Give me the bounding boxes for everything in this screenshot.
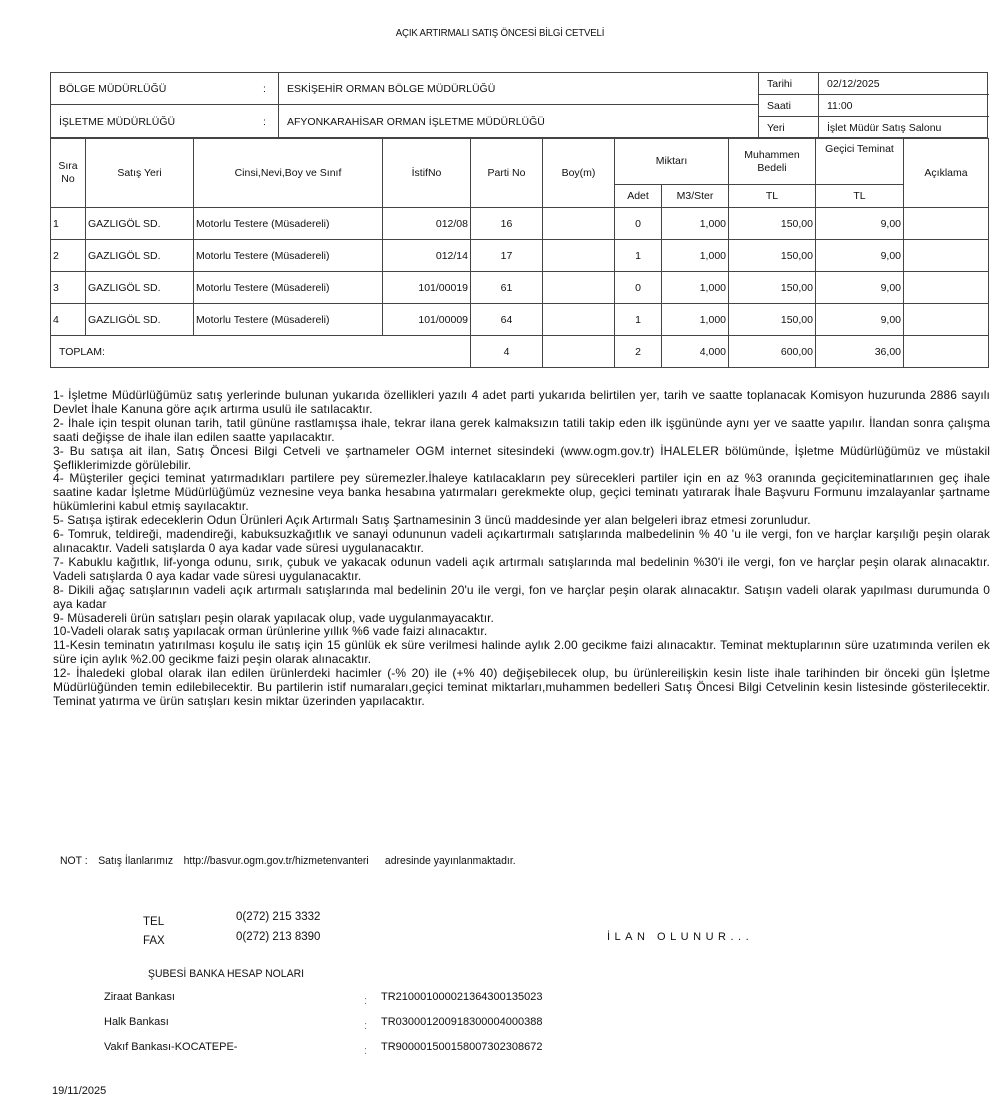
cell-cinsi: Motorlu Testere (Müsadereli) — [194, 272, 383, 304]
divider — [758, 94, 989, 95]
condition-item: 10-Vadeli olarak satış yapılacak orman ürünlerine yıllık %6 vade faizi alınacaktır. — [53, 624, 488, 639]
cell-muhammen: 150,00 — [729, 240, 816, 272]
divider — [818, 73, 819, 137]
isletme-separator: : — [263, 115, 266, 128]
total-row — [51, 336, 989, 368]
table-row — [51, 272, 989, 304]
divider — [278, 104, 758, 105]
cell-m3: 1,000 — [662, 304, 729, 336]
note-text-after: adresinde yayınlanmaktadır. — [384, 855, 516, 867]
condition-item: 8- Dikili ağaç satışlarının vadeli açık artırmalı satışlarında mal bedelinin 20'u ile vergi, fon ve harçlar peşin olarak alınacaktır. Satışın vadeli olarak yapılması durumunda 0 aya kadar — [53, 582, 990, 611]
cell-muhammen: 150,00 — [729, 208, 816, 240]
cell-cinsi: Motorlu Testere (Müsadereli) — [194, 304, 383, 336]
total-m3: 4,000 — [662, 336, 729, 368]
conditions-list — [53, 389, 990, 709]
col-m3: M3/Ster — [662, 185, 729, 208]
saat-label: Saati — [767, 99, 791, 112]
tel-line — [143, 911, 321, 928]
divider — [758, 73, 759, 137]
cell-parti: 61 — [471, 272, 543, 304]
col-miktari: Miktarı — [615, 139, 729, 185]
cell-aciklama — [904, 272, 989, 304]
cell-muhammen: 150,00 — [729, 304, 816, 336]
cell-boy — [543, 272, 615, 304]
bank-name: Vakıf Bankası-KOCATEPE- — [104, 1041, 238, 1053]
cell-aciklama — [904, 304, 989, 336]
cell-adet: 1 — [615, 304, 662, 336]
yer-label: Yeri — [767, 121, 785, 134]
condition-item: 11-Kesin teminatın yatırılması koşulu ile satış için 15 günlük ek süre verilmesi halinde aylık 2.00 gecikme faizi alınacaktır. Teminat mektuplarının süre uzatımında verilen ek süre için aylık %2.00 gecikme faizi peşin olarak alınacaktır. — [53, 638, 990, 667]
col-teminat-unit: TL — [816, 185, 904, 208]
total-teminat: 36,00 — [816, 336, 904, 368]
bank-separator: : — [364, 1020, 368, 1032]
cell-satis-yeri: GAZLIGÖL SD. — [86, 272, 194, 304]
cell-teminat: 9,00 — [816, 304, 904, 336]
cell-aciklama — [904, 208, 989, 240]
condition-item: 2- İhale için tespit olunan tarih, tatil gününe rastlamışsa ihale, tekrar ilana gerek kalmaksızın tatili takip eden ilk işgününde aynı yer ve saatte yapılır. İlandan sonra çalışma saati değişse de ihale ilan edilen saatte yapılacaktır. — [53, 415, 990, 444]
cell-aciklama — [904, 240, 989, 272]
cell-sira: 2 — [51, 240, 86, 272]
col-teminat: Geçici Teminat — [816, 139, 904, 185]
lots-table — [50, 138, 989, 368]
bank-iban: TR900001500158007302308672 — [381, 1041, 543, 1053]
col-muhammen: Muhammen Bedeli — [729, 139, 816, 185]
header-info-block — [50, 72, 988, 138]
condition-item: 9- Müsadereli ürün satışları peşin olarak yapılacak olup, vade uygulanmayacaktır. — [53, 610, 494, 625]
total-boy — [543, 336, 615, 368]
table-row — [51, 304, 989, 336]
cell-adet: 1 — [615, 240, 662, 272]
cell-istif: 101/00009 — [383, 304, 471, 336]
col-istif: İstifNo — [383, 139, 471, 208]
cell-sira: 1 — [51, 208, 86, 240]
condition-item: 5- Satışa iştirak edeceklerin Odun Ürünleri Açık Artırmalı Satış Şartnamesinin 3 üncü maddesinde yer alan belgeleri ibraz etmesi zorunludur. — [53, 513, 811, 528]
cell-muhammen: 150,00 — [729, 272, 816, 304]
bank-name: Halk Bankası — [104, 1016, 169, 1028]
divider — [51, 104, 278, 105]
cell-satis-yeri: GAZLIGÖL SD. — [86, 240, 194, 272]
cell-istif: 101/00019 — [383, 272, 471, 304]
col-cinsi: Cinsi,Nevi,Boy ve Sınıf — [194, 139, 383, 208]
col-satis-yeri: Satış Yeri — [86, 139, 194, 208]
cell-teminat: 9,00 — [816, 240, 904, 272]
fax-value: 0(272) 213 8390 — [236, 931, 321, 943]
bolge-label: BÖLGE MÜDÜRLÜĞÜ — [59, 82, 167, 95]
bank-separator: : — [364, 1045, 368, 1057]
cell-m3: 1,000 — [662, 240, 729, 272]
tarih-label: Tarihi — [767, 77, 793, 90]
col-sira: Sıra No — [51, 139, 86, 208]
note-url-link[interactable]: http://basvur.ogm.gov.tr/hizmetenvanteri — [183, 855, 369, 867]
condition-item: 3- Bu satışa ait ilan, Satış Öncesi Bilgi Cetveli ve şartnameler OGM internet sitesindeki (www.ogm.gov.tr) İHALELER bölümünde, İşletme Müdürlüğümüz ve müstakil Şefliklerimizde görülebilir. — [53, 443, 990, 472]
cell-parti: 17 — [471, 240, 543, 272]
saat-value: 11:00 — [827, 99, 853, 112]
cell-sira: 4 — [51, 304, 86, 336]
col-muhammen-unit: TL — [729, 185, 816, 208]
footer-date: 19/11/2025 — [52, 1085, 107, 1097]
col-aciklama: Açıklama — [904, 139, 989, 208]
yer-value: İşlet Müdür Satış Salonu — [827, 121, 942, 134]
table-row — [51, 208, 989, 240]
tarih-value: 02/12/2025 — [827, 77, 880, 90]
document-title: AÇIK ARTIRMALI SATIŞ ÖNCESİ BİLGİ CETVELİ — [395, 27, 605, 39]
condition-item: 1- İşletme Müdürlüğümüz satış yerlerinde bulunan yukarıda özellikleri yazılı 4 adet parti yukarıda belirtilen yer, tarih ve saatte toplanacak Komisyon huzurunda 2886 sayılı Devlet İhale Kanuna göre açık artırma usulü ile satılacaktır. — [53, 388, 990, 416]
col-parti: Parti No — [471, 139, 543, 208]
isletme-label: İŞLETME MÜDÜRLÜĞÜ — [59, 115, 176, 128]
cell-teminat: 9,00 — [816, 272, 904, 304]
isletme-value: AFYONKARAHİSAR ORMAN İŞLETME MÜDÜRLÜĞÜ — [287, 115, 545, 128]
condition-item: 7- Kabuklu kağıtlık, lif-yonga odunu, sırık, çubuk ve yakacak odunun vadeli açık artırmalı satışlarında mal bedelinin %30'i ile vergi, fon ve harçlar peşin olarak alınacaktır. Vadeli satışlarda 0 aya kadar vade süresi uygulanacaktır. — [53, 554, 990, 583]
note-line — [60, 855, 523, 867]
note-text-before: Satış İlanlarımız — [98, 855, 174, 867]
ilan-olunur-text: İLAN OLUNUR... — [607, 931, 754, 943]
fax-label: FAX — [143, 935, 165, 947]
cell-parti: 64 — [471, 304, 543, 336]
cell-parti: 16 — [471, 208, 543, 240]
table-row — [51, 240, 989, 272]
cell-istif: 012/14 — [383, 240, 471, 272]
divider — [758, 116, 989, 117]
total-aciklama — [904, 336, 989, 368]
bank-accounts-title: ŞUBESİ BANKA HESAP NOLARI — [148, 968, 305, 980]
cell-m3: 1,000 — [662, 208, 729, 240]
cell-adet: 0 — [615, 208, 662, 240]
total-adet: 2 — [615, 336, 662, 368]
tel-value: 0(272) 215 3332 — [236, 911, 321, 923]
total-muhammen: 600,00 — [729, 336, 816, 368]
cell-teminat: 9,00 — [816, 208, 904, 240]
cell-cinsi: Motorlu Testere (Müsadereli) — [194, 240, 383, 272]
cell-boy — [543, 304, 615, 336]
cell-sira: 3 — [51, 272, 86, 304]
condition-item: 4- Müşteriler geçici teminat yatırmadıkları partilere pey süremezler.İhaleye katılacakların pey sürecekleri partiler için en az %3 oranında geçiciteminatlarınıen geç ihale saatine kadar İşletme Müdürlüğümüz veznesine veya banka hesabına yatırmaları gerekmekte olup, geçici teminatı yatırarak İhale Başvuru Formunu imzalayanlar şartname hükümlerini kabul etmiş sayılacaktır. — [53, 471, 990, 514]
bolge-value: ESKİŞEHİR ORMAN BÖLGE MÜDÜRLÜĞÜ — [287, 82, 496, 95]
cell-satis-yeri: GAZLIGÖL SD. — [86, 304, 194, 336]
condition-item: 12- İhaledeki global olarak ilan edilen ürünlerdeki hacimler (-% 20) ile (+% 40) değişebilecek olup, bu ürünlereilişkin kesin liste ihale tarihinden bir önceki gün İşletme Müdürlüğünden temin edilebilecektir. Bu partilerin istif numaraları,geçici teminat miktarları,muhammen bedelleri Satış Öncesi Bilgi Cetvelinin kesin listesinde gösterilecektir. Teminat yatırma ve ürün satışları kesin miktar üzerinden yapılacaktır. — [53, 666, 990, 708]
cell-m3: 1,000 — [662, 272, 729, 304]
col-adet: Adet — [615, 185, 662, 208]
divider — [278, 73, 279, 137]
fax-line — [143, 931, 321, 947]
cell-adet: 0 — [615, 272, 662, 304]
cell-cinsi: Motorlu Testere (Müsadereli) — [194, 208, 383, 240]
bank-name: Ziraat Bankası — [104, 991, 175, 1003]
note-label: NOT : — [60, 855, 88, 867]
col-boy: Boy(m) — [543, 139, 615, 208]
cell-satis-yeri: GAZLIGÖL SD. — [86, 208, 194, 240]
total-parti: 4 — [471, 336, 543, 368]
condition-item: 6- Tomruk, teldireği, madendireği, kabuksuzkağıtlık ve sanayi odununun vadeli açıkartırmalı satışlarında malbedelinin % 40 'u ile vergi, fon ve harçlar karşılığı peşin olarak alınacaktır. Vadeli satışlarda 0 aya kadar vade süresi uygulanacaktır. — [53, 527, 990, 555]
cell-istif: 012/08 — [383, 208, 471, 240]
bank-iban: TR030001200918300004000388 — [381, 1016, 543, 1028]
bank-iban: TR210001000021364300135023 — [381, 991, 543, 1003]
cell-boy — [543, 240, 615, 272]
total-label: TOPLAM: — [51, 336, 471, 368]
cell-boy — [543, 208, 615, 240]
bank-separator: : — [364, 995, 368, 1007]
tel-label: TEL — [143, 916, 165, 928]
bolge-separator: : — [263, 82, 266, 95]
